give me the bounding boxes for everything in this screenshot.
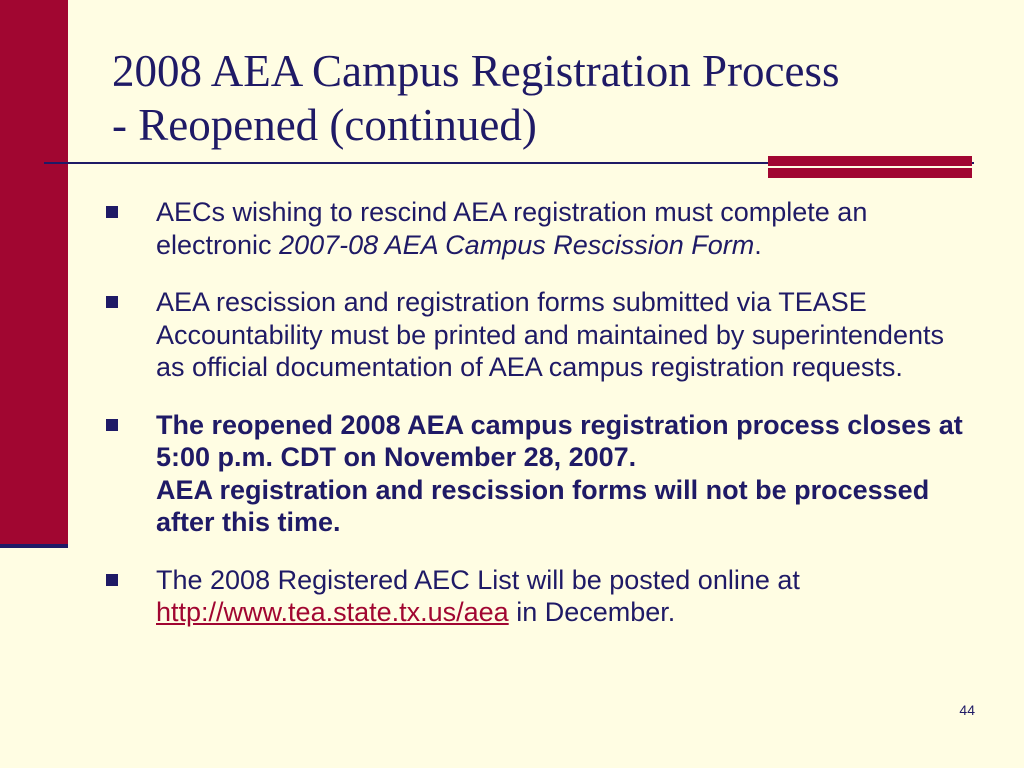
bullet-end: . [754, 229, 762, 260]
deadline-text: The reopened 2008 AEA campus registration process closes at 5:00 p.m. CDT on November 28, 2007. [156, 409, 963, 472]
bullet-rescission-form [106, 196, 966, 261]
bullet-list [106, 196, 966, 654]
left-accent-bar-underline [0, 544, 68, 548]
page-number: 44 [959, 702, 975, 718]
slide-title [112, 44, 992, 152]
bullet-deadline [106, 409, 966, 539]
bullet-text: The 2008 Registered AEC List will be posted online at [156, 564, 800, 595]
aea-website-link[interactable]: http://www.tea.state.tx.us/aea [156, 597, 509, 627]
bullet-registered-list [106, 564, 966, 629]
deadline-warning: AEA registration and rescission forms will not be processed after this time. [156, 474, 930, 537]
bullet-text: AECs wishing to rescind AEA registration must complete an electronic [156, 197, 868, 260]
square-bullet-icon [106, 206, 118, 218]
slide-title-line-1: 2008 AEA Campus Registration Process [112, 46, 840, 96]
left-accent-bar [0, 0, 68, 546]
form-name: 2007-08 AEA Campus Rescission Form [279, 229, 755, 260]
square-bullet-icon [106, 419, 118, 431]
square-bullet-icon [106, 296, 118, 308]
square-bullet-icon [106, 574, 118, 586]
bullet-tease-forms [106, 286, 966, 384]
title-accent-stripe [768, 166, 972, 168]
bullet-text: AEA rescission and registration forms submitted via TEASE Accountability must be printed and maintained by superintendents as official documentation of AEA campus registration requests. [156, 287, 944, 382]
bullet-end: in December. [508, 597, 676, 627]
slide-title-line-2: - Reopened (continued) [112, 100, 537, 150]
